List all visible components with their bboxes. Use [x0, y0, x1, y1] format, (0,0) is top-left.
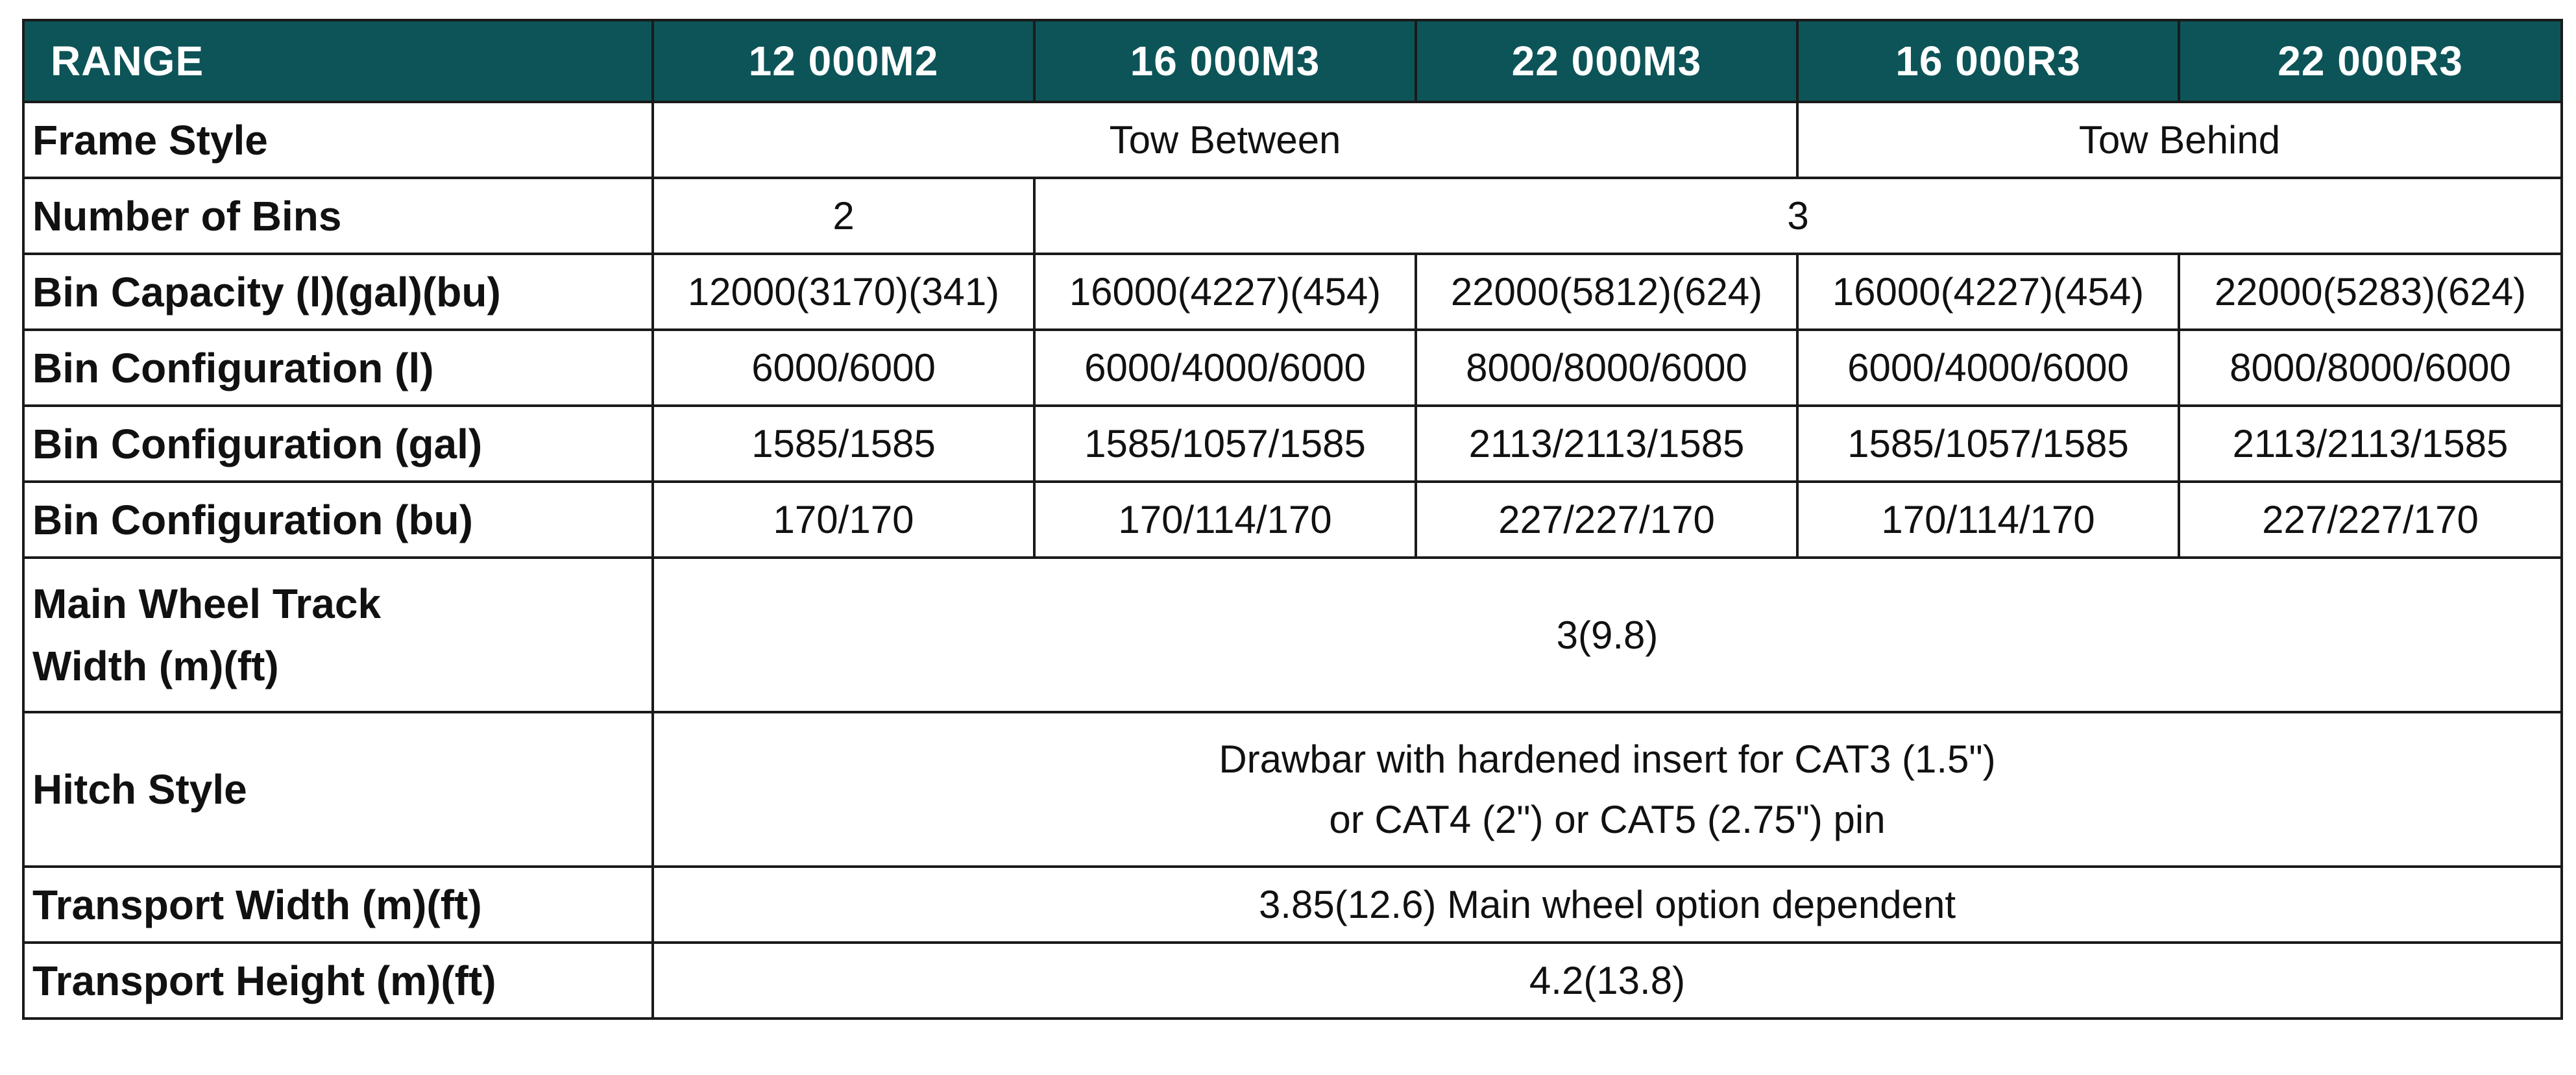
table-cell: 6000/4000/6000 [1034, 330, 1416, 406]
row-transport-height [23, 943, 2562, 1019]
table-cell: 1585/1585 [653, 406, 1034, 482]
table-cell: 170/114/170 [1034, 482, 1416, 558]
row-label-line2: Width (m)(ft) [32, 643, 279, 689]
row-label: Number of Bins [23, 178, 653, 254]
cell-tow-between: Tow Between [653, 102, 1797, 178]
row-label: Transport Width (m)(ft) [23, 867, 653, 943]
table-cell: 6000/4000/6000 [1797, 330, 2179, 406]
table-cell: 170/114/170 [1797, 482, 2179, 558]
hitch-line1: Drawbar with hardened insert for CAT3 (1.5") [1219, 737, 1996, 781]
table-cell: 227/227/170 [1416, 482, 1797, 558]
row-bin-config-l [23, 330, 2562, 406]
cell-track-width: 3(9.8) [653, 558, 2562, 712]
row-label: Transport Height (m)(ft) [23, 943, 653, 1019]
row-label [23, 558, 653, 712]
row-label: Hitch Style [23, 712, 653, 867]
row-bin-capacity [23, 254, 2562, 330]
table-cell: 8000/8000/6000 [1416, 330, 1797, 406]
spec-table-container [22, 19, 2560, 1020]
row-label: Bin Configuration (l) [23, 330, 653, 406]
hitch-line2: or CAT4 (2") or CAT5 (2.75") pin [1329, 798, 1886, 841]
table-cell: 8000/8000/6000 [2179, 330, 2562, 406]
cell-hitch-style [653, 712, 2562, 867]
cell-transport-width: 3.85(12.6) Main wheel option dependent [653, 867, 2562, 943]
table-cell: 227/227/170 [2179, 482, 2562, 558]
table-cell: 12000(3170)(341) [653, 254, 1034, 330]
row-label-line1: Main Wheel Track [32, 580, 382, 627]
model-header-22000m3: 22 000M3 [1416, 20, 1797, 102]
header-row [23, 20, 2562, 102]
cell-bins-m2: 2 [653, 178, 1034, 254]
model-header-22000r3: 22 000R3 [2179, 20, 2562, 102]
row-label: Bin Configuration (bu) [23, 482, 653, 558]
row-bin-config-bu [23, 482, 2562, 558]
row-transport-width [23, 867, 2562, 943]
row-frame-style [23, 102, 2562, 178]
table-cell: 16000(4227)(454) [1034, 254, 1416, 330]
row-label: Frame Style [23, 102, 653, 178]
spec-table [22, 19, 2563, 1020]
table-cell: 1585/1057/1585 [1034, 406, 1416, 482]
row-number-of-bins [23, 178, 2562, 254]
row-main-wheel-track [23, 558, 2562, 712]
table-cell: 6000/6000 [653, 330, 1034, 406]
cell-transport-height: 4.2(13.8) [653, 943, 2562, 1019]
table-cell: 22000(5283)(624) [2179, 254, 2562, 330]
table-cell: 22000(5812)(624) [1416, 254, 1797, 330]
model-header-12000m2: 12 000M2 [653, 20, 1034, 102]
row-bin-config-gal [23, 406, 2562, 482]
row-hitch-style [23, 712, 2562, 867]
cell-bins-others: 3 [1034, 178, 2562, 254]
range-header: RANGE [23, 20, 653, 102]
table-cell: 2113/2113/1585 [1416, 406, 1797, 482]
table-cell: 170/170 [653, 482, 1034, 558]
table-cell: 2113/2113/1585 [2179, 406, 2562, 482]
table-cell: 1585/1057/1585 [1797, 406, 2179, 482]
row-label: Bin Capacity (l)(gal)(bu) [23, 254, 653, 330]
model-header-16000r3: 16 000R3 [1797, 20, 2179, 102]
cell-tow-behind: Tow Behind [1797, 102, 2562, 178]
row-label: Bin Configuration (gal) [23, 406, 653, 482]
model-header-16000m3: 16 000M3 [1034, 20, 1416, 102]
table-cell: 16000(4227)(454) [1797, 254, 2179, 330]
